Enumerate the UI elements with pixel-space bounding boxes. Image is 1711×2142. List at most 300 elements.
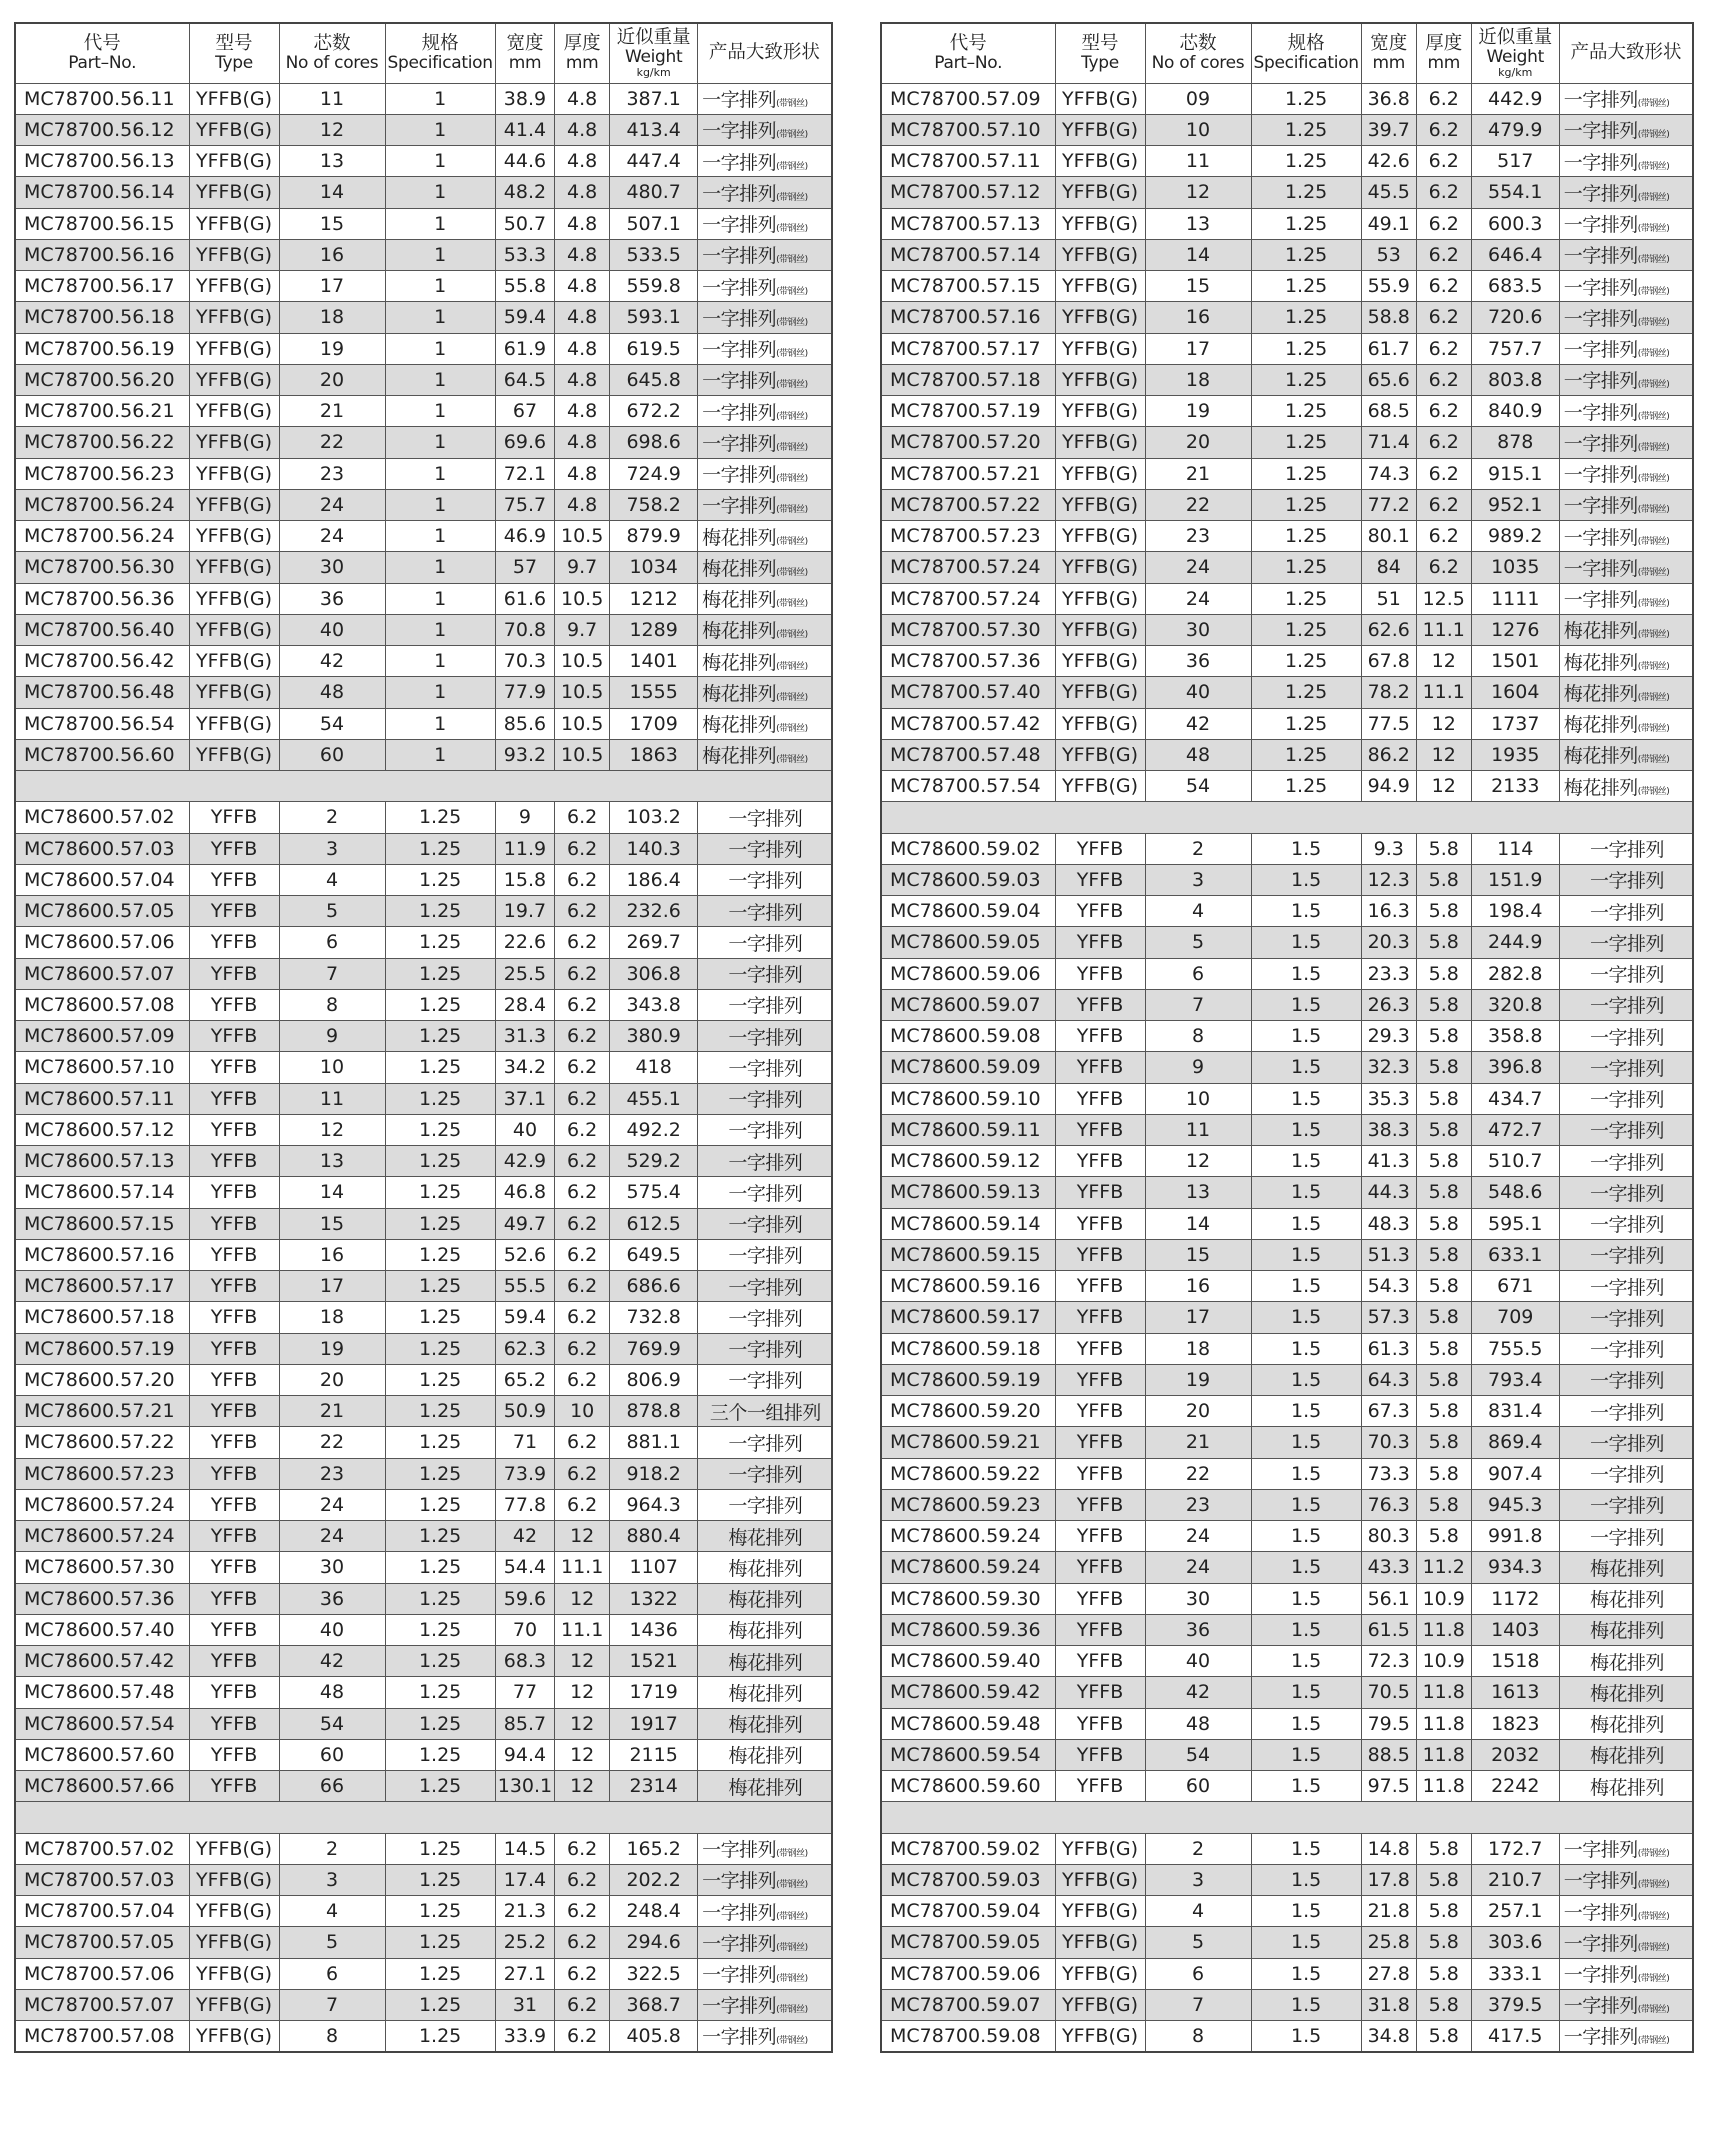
part-no-cell: MC78600.59.16 xyxy=(881,1271,1055,1302)
cores-cell: 2 xyxy=(279,802,385,833)
spec-cell: 1.5 xyxy=(1251,896,1361,927)
table-row xyxy=(881,1583,1693,1614)
cores-cell: 4 xyxy=(1145,1896,1251,1927)
shape-cell xyxy=(1559,739,1693,770)
steel-wire-note: (带钢丝) xyxy=(776,1880,808,1891)
width-cell: 61.3 xyxy=(1361,1333,1416,1364)
part-no-cell: MC78700.57.18 xyxy=(881,364,1055,395)
shape-label: 一字排列 xyxy=(1589,964,1664,987)
type-cell: YFFB xyxy=(1055,1083,1145,1114)
cores-cell: 3 xyxy=(1145,864,1251,895)
thickness-cell: 4.8 xyxy=(555,302,610,333)
table-row xyxy=(881,1333,1693,1364)
weight-cell: 732.8 xyxy=(610,1302,698,1333)
table-row xyxy=(881,1833,1693,1864)
steel-wire-note: (带钢丝) xyxy=(1637,724,1670,735)
width-cell: 73.9 xyxy=(495,1458,554,1489)
shape-cell xyxy=(698,1208,832,1239)
table-row xyxy=(15,1614,832,1645)
steel-wire-note: (带钢丝) xyxy=(1637,380,1670,391)
cores-cell: 24 xyxy=(279,521,385,552)
width-cell: 61.6 xyxy=(495,583,554,614)
table-row xyxy=(15,1958,832,1989)
shape-cell xyxy=(698,1114,832,1145)
weight-cell: 989.2 xyxy=(1471,521,1559,552)
table-row xyxy=(881,864,1693,895)
width-cell: 46.8 xyxy=(495,1177,554,1208)
steel-wire-note: (带钢丝) xyxy=(1637,630,1670,641)
spec-cell: 1 xyxy=(385,646,495,677)
spec-cell: 1.5 xyxy=(1251,1177,1361,1208)
cores-cell: 36 xyxy=(279,1583,385,1614)
part-no-cell: MC78600.59.13 xyxy=(881,1177,1055,1208)
type-cell: YFFB xyxy=(189,1646,279,1677)
part-no-cell: MC78600.57.03 xyxy=(15,833,189,864)
shape-cell xyxy=(1559,489,1693,520)
header-weight: 近似重量 Weight kg/km xyxy=(1471,23,1559,83)
thickness-cell: 11.8 xyxy=(1416,1708,1471,1739)
part-no-cell: MC78600.57.23 xyxy=(15,1458,189,1489)
table-row xyxy=(881,583,1693,614)
width-cell: 70.5 xyxy=(1361,1677,1416,1708)
thickness-cell: 6.2 xyxy=(555,1833,610,1864)
steel-wire-note: (带钢丝) xyxy=(776,380,808,391)
table-row xyxy=(15,1021,832,1052)
shape-label: 梅花排列 xyxy=(1589,1745,1664,1768)
part-no-cell: MC78600.59.24 xyxy=(881,1552,1055,1583)
part-no-cell: MC78600.57.14 xyxy=(15,1177,189,1208)
cores-cell: 40 xyxy=(279,614,385,645)
shape-label: 一字排列 xyxy=(702,89,777,112)
type-cell: YFFB xyxy=(189,1239,279,1270)
steel-wire-note: (带钢丝) xyxy=(776,661,808,672)
shape-label: 一字排列 xyxy=(728,1057,803,1080)
width-cell: 71.4 xyxy=(1361,427,1416,458)
weight-cell: 769.9 xyxy=(610,1333,698,1364)
width-cell: 43.3 xyxy=(1361,1552,1416,1583)
weight-cell: 686.6 xyxy=(610,1271,698,1302)
spec-cell: 1.5 xyxy=(1251,1239,1361,1270)
thickness-cell: 6.2 xyxy=(555,1021,610,1052)
part-no-cell: MC78600.59.03 xyxy=(881,864,1055,895)
weight-cell: 306.8 xyxy=(610,958,698,989)
width-cell: 23.3 xyxy=(1361,958,1416,989)
width-cell: 21.8 xyxy=(1361,1896,1416,1927)
steel-wire-note: (带钢丝) xyxy=(1637,1942,1670,1953)
width-cell: 58.8 xyxy=(1361,302,1416,333)
shape-cell xyxy=(1559,1739,1693,1770)
spec-cell: 1.5 xyxy=(1251,1864,1361,1895)
shape-cell xyxy=(698,1708,832,1739)
type-cell: YFFB xyxy=(189,1052,279,1083)
type-cell: YFFB xyxy=(189,1333,279,1364)
shape-cell xyxy=(1559,1989,1693,2020)
width-cell: 53.3 xyxy=(495,239,554,270)
type-cell: YFFB(G) xyxy=(1055,708,1145,739)
table-row xyxy=(881,614,1693,645)
cores-cell: 3 xyxy=(1145,1864,1251,1895)
thickness-cell: 6.2 xyxy=(1416,302,1471,333)
part-no-cell: MC78600.59.20 xyxy=(881,1396,1055,1427)
table-body xyxy=(15,83,832,2052)
width-cell: 79.5 xyxy=(1361,1708,1416,1739)
type-cell: YFFB xyxy=(1055,1396,1145,1427)
thickness-cell: 6.2 xyxy=(555,1989,610,2020)
spec-cell: 1.5 xyxy=(1251,1364,1361,1395)
thickness-cell: 12 xyxy=(1416,771,1471,802)
type-cell: YFFB(G) xyxy=(189,83,279,114)
table-row xyxy=(15,1521,832,1552)
steel-wire-note: (带钢丝) xyxy=(776,724,808,735)
steel-wire-note: (带钢丝) xyxy=(776,286,808,297)
type-cell: YFFB(G) xyxy=(1055,2021,1145,2052)
table-row xyxy=(15,1646,832,1677)
part-no-cell: MC78700.56.13 xyxy=(15,146,189,177)
steel-wire-note: (带钢丝) xyxy=(776,1942,808,1953)
part-no-cell: MC78700.57.02 xyxy=(15,1833,189,1864)
shape-cell xyxy=(698,1302,832,1333)
thickness-cell: 5.8 xyxy=(1416,989,1471,1020)
cores-cell: 17 xyxy=(279,271,385,302)
weight-cell: 2115 xyxy=(610,1739,698,1770)
width-cell: 84 xyxy=(1361,552,1416,583)
spec-cell: 1 xyxy=(385,396,495,427)
steel-wire-note: (带钢丝) xyxy=(776,224,808,235)
thickness-cell: 4.8 xyxy=(555,458,610,489)
part-no-cell: MC78600.57.20 xyxy=(15,1364,189,1395)
weight-cell: 405.8 xyxy=(610,2021,698,2052)
shape-label: 一字排列 xyxy=(702,307,777,330)
part-no-cell: MC78600.59.22 xyxy=(881,1458,1055,1489)
shape-cell xyxy=(1559,1489,1693,1520)
weight-cell: 472.7 xyxy=(1471,1114,1559,1145)
cores-cell: 15 xyxy=(279,208,385,239)
width-cell: 19.7 xyxy=(495,896,554,927)
part-no-cell: MC78700.57.20 xyxy=(881,427,1055,458)
spec-cell: 1.5 xyxy=(1251,1083,1361,1114)
weight-cell: 1719 xyxy=(610,1677,698,1708)
type-cell: YFFB xyxy=(1055,1458,1145,1489)
thickness-cell: 5.8 xyxy=(1416,1271,1471,1302)
cores-cell: 9 xyxy=(1145,1052,1251,1083)
table-row xyxy=(15,1177,832,1208)
thickness-cell: 6.2 xyxy=(555,1208,610,1239)
shape-cell xyxy=(698,958,832,989)
shape-cell xyxy=(1559,1708,1693,1739)
width-cell: 80.1 xyxy=(1361,521,1416,552)
part-no-cell: MC78700.57.19 xyxy=(881,396,1055,427)
width-cell: 56.1 xyxy=(1361,1583,1416,1614)
shape-label: 一字排列 xyxy=(1589,901,1664,924)
thickness-cell: 11.1 xyxy=(1416,677,1471,708)
spec-cell: 1.25 xyxy=(385,1052,495,1083)
cores-cell: 30 xyxy=(279,1552,385,1583)
weight-cell: 257.1 xyxy=(1471,1896,1559,1927)
weight-cell: 418 xyxy=(610,1052,698,1083)
table-row xyxy=(15,1677,832,1708)
shape-cell xyxy=(1559,208,1693,239)
part-no-cell: MC78700.59.02 xyxy=(881,1833,1055,1864)
cores-cell: 6 xyxy=(1145,1958,1251,1989)
weight-cell: 248.4 xyxy=(610,1896,698,1927)
spec-cell: 1.25 xyxy=(385,1364,495,1395)
weight-cell: 151.9 xyxy=(1471,864,1559,895)
width-cell: 68.3 xyxy=(495,1646,554,1677)
weight-cell: 672.2 xyxy=(610,396,698,427)
spec-cell: 1.25 xyxy=(385,1864,495,1895)
table-row xyxy=(881,1146,1693,1177)
spec-cell: 1.5 xyxy=(1251,1958,1361,1989)
steel-wire-note: (带钢丝) xyxy=(776,255,808,266)
width-cell: 25.5 xyxy=(495,958,554,989)
thickness-cell: 11.8 xyxy=(1416,1739,1471,1770)
type-cell: YFFB(G) xyxy=(189,302,279,333)
weight-cell: 1035 xyxy=(1471,552,1559,583)
shape-label: 梅花排列 xyxy=(1589,1714,1664,1737)
part-no-cell: MC78600.59.42 xyxy=(881,1677,1055,1708)
thickness-cell: 10 xyxy=(555,1396,610,1427)
part-no-cell: MC78600.59.10 xyxy=(881,1083,1055,1114)
cores-cell: 18 xyxy=(279,1302,385,1333)
spec-cell: 1.25 xyxy=(385,1677,495,1708)
table-row xyxy=(881,489,1693,520)
table-row xyxy=(15,646,832,677)
weight-cell: 455.1 xyxy=(610,1083,698,1114)
steel-wire-note: (带钢丝) xyxy=(776,536,808,547)
part-no-cell: MC78700.56.17 xyxy=(15,271,189,302)
table-row xyxy=(15,146,832,177)
shape-cell xyxy=(1559,1302,1693,1333)
spec-cell: 1.25 xyxy=(385,989,495,1020)
type-cell: YFFB(G) xyxy=(189,521,279,552)
header-cores: 芯数 No of cores xyxy=(1145,23,1251,83)
type-cell: YFFB xyxy=(189,1177,279,1208)
thickness-cell: 12 xyxy=(1416,739,1471,770)
weight-cell: 646.4 xyxy=(1471,239,1559,270)
type-cell: YFFB xyxy=(189,1021,279,1052)
shape-label: 一字排列 xyxy=(1563,1839,1638,1862)
spec-cell: 1 xyxy=(385,333,495,364)
weight-cell: 915.1 xyxy=(1471,458,1559,489)
thickness-cell: 6.2 xyxy=(555,833,610,864)
weight-cell: 479.9 xyxy=(1471,114,1559,145)
cores-cell: 10 xyxy=(279,1052,385,1083)
shape-label: 一字排列 xyxy=(728,1495,803,1518)
table-row xyxy=(881,1989,1693,2020)
table-row xyxy=(881,739,1693,770)
width-cell: 51 xyxy=(1361,583,1416,614)
thickness-cell: 6.2 xyxy=(555,1333,610,1364)
header-cores: 芯数 No of cores xyxy=(279,23,385,83)
spec-cell: 1.25 xyxy=(385,802,495,833)
shape-cell xyxy=(698,1552,832,1583)
table-row xyxy=(881,989,1693,1020)
thickness-cell: 12 xyxy=(555,1583,610,1614)
shape-label: 梅花排列 xyxy=(1563,651,1638,674)
part-no-cell: MC78700.59.06 xyxy=(881,1958,1055,1989)
thickness-cell: 6.2 xyxy=(555,1427,610,1458)
shape-label: 一字排列 xyxy=(1563,214,1638,237)
cores-cell: 30 xyxy=(1145,614,1251,645)
weight-cell: 1276 xyxy=(1471,614,1559,645)
weight-cell: 831.4 xyxy=(1471,1396,1559,1427)
spec-cell: 1 xyxy=(385,521,495,552)
weight-cell: 202.2 xyxy=(610,1864,698,1895)
cores-cell: 7 xyxy=(279,958,385,989)
table-row xyxy=(15,271,832,302)
shape-label: 一字排列 xyxy=(728,1120,803,1143)
shape-cell xyxy=(1559,114,1693,145)
width-cell: 33.9 xyxy=(495,2021,554,2052)
cores-cell: 60 xyxy=(1145,1771,1251,1802)
shape-label: 一字排列 xyxy=(1563,1964,1638,1987)
cores-cell: 21 xyxy=(1145,458,1251,489)
shape-cell xyxy=(1559,1021,1693,1052)
weight-cell: 1863 xyxy=(610,739,698,770)
shape-label: 一字排列 xyxy=(1563,276,1638,299)
part-no-cell: MC78700.56.20 xyxy=(15,364,189,395)
type-cell: YFFB(G) xyxy=(189,489,279,520)
cores-cell: 6 xyxy=(279,927,385,958)
shape-cell xyxy=(1559,927,1693,958)
cores-cell: 24 xyxy=(279,1489,385,1520)
table-row xyxy=(15,489,832,520)
shape-label: 一字排列 xyxy=(728,932,803,955)
weight-cell: 612.5 xyxy=(610,1208,698,1239)
part-no-cell: MC78700.56.40 xyxy=(15,614,189,645)
part-no-cell: MC78600.57.05 xyxy=(15,896,189,927)
thickness-cell: 5.8 xyxy=(1416,1396,1471,1427)
table-row xyxy=(881,1552,1693,1583)
part-no-cell: MC78700.56.48 xyxy=(15,677,189,708)
header-part-no: 代号 Part–No. xyxy=(881,23,1055,83)
cores-cell: 17 xyxy=(1145,1302,1251,1333)
spec-cell: 1.25 xyxy=(385,1114,495,1145)
cores-cell: 12 xyxy=(1145,1146,1251,1177)
width-cell: 31 xyxy=(495,1989,554,2020)
width-cell: 70.8 xyxy=(495,614,554,645)
width-cell: 55.5 xyxy=(495,1271,554,1302)
thickness-cell: 10.5 xyxy=(555,583,610,614)
thickness-cell: 6.2 xyxy=(555,1083,610,1114)
shape-label: 一字排列 xyxy=(728,1307,803,1330)
table-row xyxy=(15,958,832,989)
width-cell: 26.3 xyxy=(1361,989,1416,1020)
type-cell: YFFB(G) xyxy=(1055,489,1145,520)
cores-cell: 13 xyxy=(1145,208,1251,239)
cores-cell: 24 xyxy=(1145,1521,1251,1552)
width-cell: 48.2 xyxy=(495,177,554,208)
part-no-cell: MC78600.57.19 xyxy=(15,1333,189,1364)
thickness-cell: 5.8 xyxy=(1416,1458,1471,1489)
shape-cell xyxy=(1559,864,1693,895)
cores-cell: 8 xyxy=(1145,2021,1251,2052)
weight-cell: 683.5 xyxy=(1471,271,1559,302)
shape-label: 一字排列 xyxy=(702,432,777,455)
table-row xyxy=(881,958,1693,989)
cores-cell: 4 xyxy=(279,864,385,895)
steel-wire-note: (带钢丝) xyxy=(1637,411,1670,422)
table-row xyxy=(15,1583,832,1614)
shape-label: 一字排列 xyxy=(1563,526,1638,549)
spec-cell: 1.5 xyxy=(1251,1646,1361,1677)
thickness-cell: 6.2 xyxy=(555,1177,610,1208)
thickness-cell: 5.8 xyxy=(1416,1364,1471,1395)
shape-cell xyxy=(698,583,832,614)
steel-wire-note: (带钢丝) xyxy=(776,130,808,141)
weight-cell: 878.8 xyxy=(610,1396,698,1427)
cable-spec-table-left xyxy=(14,22,833,2053)
shape-cell xyxy=(698,1677,832,1708)
weight-cell: 803.8 xyxy=(1471,364,1559,395)
type-cell: YFFB(G) xyxy=(1055,177,1145,208)
part-no-cell: MC78600.59.24 xyxy=(881,1521,1055,1552)
weight-cell: 964.3 xyxy=(610,1489,698,1520)
width-cell: 14.8 xyxy=(1361,1833,1416,1864)
shape-label: 梅花排列 xyxy=(1589,1620,1664,1643)
spec-cell: 1.25 xyxy=(1251,583,1361,614)
table-row xyxy=(15,1114,832,1145)
cores-cell: 15 xyxy=(1145,1239,1251,1270)
cores-cell: 8 xyxy=(279,989,385,1020)
section-separator xyxy=(881,1802,1693,1833)
part-no-cell: MC78700.57.40 xyxy=(881,677,1055,708)
thickness-cell: 5.8 xyxy=(1416,1896,1471,1927)
width-cell: 12.3 xyxy=(1361,864,1416,895)
shape-label: 一字排列 xyxy=(1589,1339,1664,1362)
weight-cell: 1172 xyxy=(1471,1583,1559,1614)
shape-label: 一字排列 xyxy=(728,1432,803,1455)
width-cell: 76.3 xyxy=(1361,1489,1416,1520)
width-cell: 85.7 xyxy=(495,1708,554,1739)
thickness-cell: 6.2 xyxy=(555,958,610,989)
width-cell: 27.8 xyxy=(1361,1958,1416,1989)
shape-label: 一字排列 xyxy=(702,151,777,174)
weight-cell: 282.8 xyxy=(1471,958,1559,989)
shape-cell xyxy=(698,2021,832,2052)
cores-cell: 11 xyxy=(279,83,385,114)
cores-cell: 23 xyxy=(1145,1489,1251,1520)
table-row xyxy=(881,1896,1693,1927)
type-cell: YFFB(G) xyxy=(1055,614,1145,645)
shape-cell xyxy=(698,1896,832,1927)
shape-cell xyxy=(1559,1677,1693,1708)
weight-cell: 343.8 xyxy=(610,989,698,1020)
width-cell: 68.5 xyxy=(1361,396,1416,427)
thickness-cell: 6.2 xyxy=(1416,396,1471,427)
spec-cell: 1.25 xyxy=(385,1771,495,1802)
table-row xyxy=(881,1271,1693,1302)
weight-cell: 724.9 xyxy=(610,458,698,489)
weight-cell: 945.3 xyxy=(1471,1489,1559,1520)
spec-cell: 1.25 xyxy=(385,1239,495,1270)
shape-label: 一字排列 xyxy=(1563,401,1638,424)
shape-cell xyxy=(698,364,832,395)
shape-cell xyxy=(1559,1208,1693,1239)
shape-label: 一字排列 xyxy=(1589,1401,1664,1424)
separator-cell xyxy=(15,1802,832,1833)
shape-label: 梅花排列 xyxy=(702,557,777,580)
shape-label: 梅花排列 xyxy=(702,651,777,674)
weight-cell: 600.3 xyxy=(1471,208,1559,239)
shape-label: 一字排列 xyxy=(702,370,777,393)
spec-cell: 1 xyxy=(385,708,495,739)
width-cell: 74.3 xyxy=(1361,458,1416,489)
thickness-cell: 6.2 xyxy=(555,1864,610,1895)
table-row xyxy=(881,1521,1693,1552)
shape-cell xyxy=(698,1146,832,1177)
spec-cell: 1.5 xyxy=(1251,1739,1361,1770)
